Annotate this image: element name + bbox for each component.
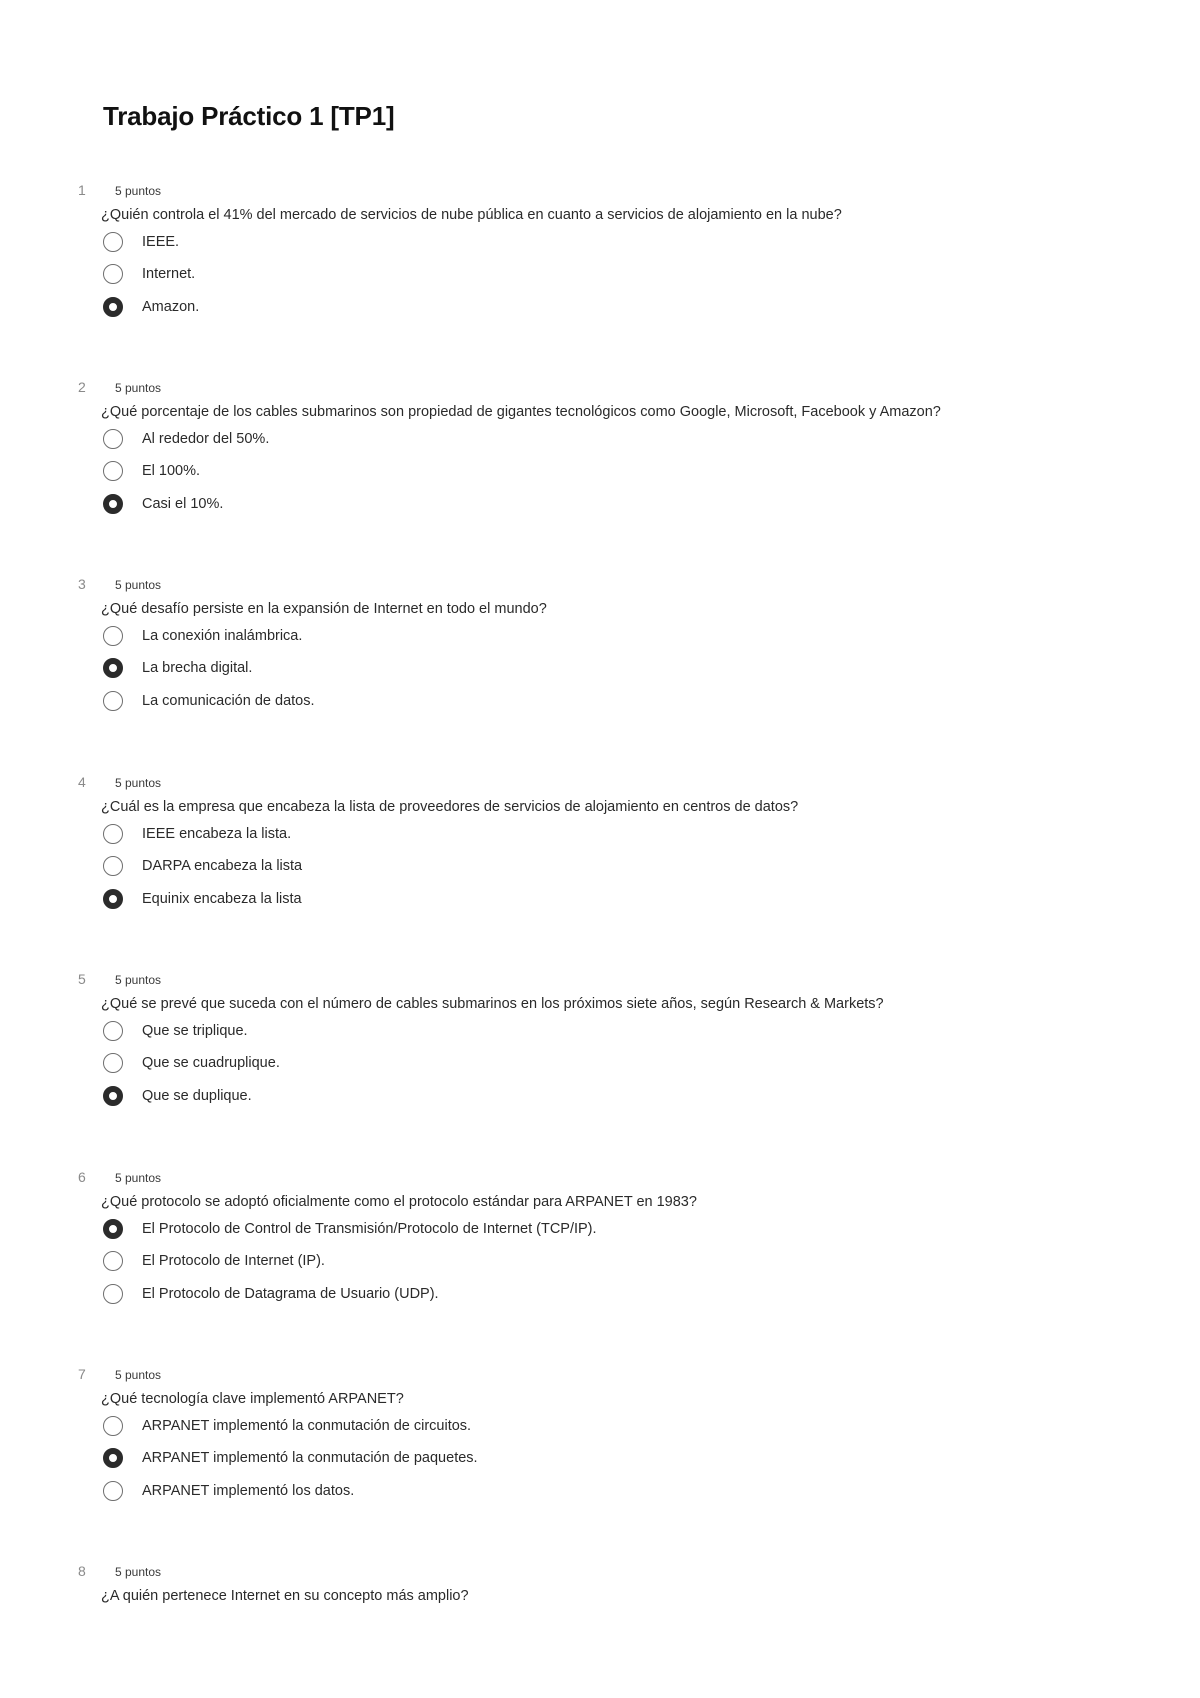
answer-option[interactable] [103,822,291,846]
answer-option[interactable] [103,1084,252,1108]
answer-option-label: ARPANET implementó la conmutación de paquetes. [142,1450,478,1466]
question-number: 5 [78,971,86,987]
question-text: ¿Qué se prevé que suceda con el número de cables submarinos en los próximos siete años, según Research & Markets? [101,996,884,1012]
question-points: 5 puntos [115,1368,162,1382]
question-text: ¿Cuál es la empresa que encabeza la lista de proveedores de servicios de alojamiento en centros de datos? [101,799,799,815]
radio-button-selected[interactable] [103,1219,123,1239]
answer-option-label: Equinix encabeza la lista [142,891,302,907]
radio-button[interactable] [103,232,123,252]
radio-button[interactable] [103,691,123,711]
radio-button-selected[interactable] [103,658,123,678]
answer-option-label: Amazon. [142,299,200,315]
page-title: Trabajo Práctico 1 [TP1] [103,101,395,131]
answer-option-label: DARPA encabeza la lista [142,858,303,874]
radio-button[interactable] [103,1481,123,1501]
answer-option[interactable] [103,1249,325,1273]
radio-button-selected[interactable] [103,1448,123,1468]
radio-button[interactable] [103,856,123,876]
question-number: 8 [78,1563,86,1579]
answer-option[interactable] [103,887,302,911]
question-number: 7 [78,1366,86,1382]
radio-button-selected[interactable] [103,494,123,514]
question-points: 5 puntos [115,973,162,987]
answer-option-label: Al rededor del 50%. [142,431,270,447]
answer-option-label: Que se triplique. [142,1023,248,1039]
answer-option[interactable] [103,854,302,878]
radio-button[interactable] [103,1416,123,1436]
answer-option[interactable] [103,427,269,451]
radio-button[interactable] [103,264,123,284]
answer-option[interactable] [103,1019,248,1043]
question-number: 1 [78,182,86,198]
answer-option-label: ARPANET implementó los datos. [142,1483,355,1499]
radio-button-selected[interactable] [103,1086,123,1106]
answer-option[interactable] [103,1217,597,1241]
radio-button[interactable] [103,429,123,449]
answer-option-label: IEEE. [142,234,180,250]
answer-option[interactable] [103,459,200,483]
radio-button[interactable] [103,1021,123,1041]
answer-option[interactable] [103,295,199,319]
answer-option[interactable] [103,492,223,516]
answer-option-label: Casi el 10%. [142,496,224,512]
radio-button-selected[interactable] [103,889,123,909]
question-number: 3 [78,576,86,592]
answer-option-label: El Protocolo de Control de Transmisión/Protocolo de Internet (TCP/IP). [142,1221,597,1237]
radio-button-selected[interactable] [103,297,123,317]
question-points: 5 puntos [115,184,162,198]
question-points: 5 puntos [115,381,162,395]
answer-option-label: Internet. [142,266,196,282]
answer-option-label: La brecha digital. [142,660,253,676]
question-text: ¿Qué tecnología clave implementó ARPANET? [101,1391,404,1407]
question-text: ¿Quién controla el 41% del mercado de servicios de nube pública en cuanto a servicios de alojamiento en la nube? [101,207,842,223]
answer-option[interactable] [103,689,315,713]
answer-option-label: Que se cuadruplique. [142,1055,280,1071]
question-points: 5 puntos [115,1171,162,1185]
question-number: 4 [78,774,86,790]
answer-option[interactable] [103,230,179,254]
answer-option-label: El Protocolo de Datagrama de Usuario (UDP). [142,1286,439,1302]
radio-button[interactable] [103,1251,123,1271]
radio-button[interactable] [103,461,123,481]
answer-option-label: Que se duplique. [142,1088,252,1104]
question-text: ¿A quién pertenece Internet en su concepto más amplio? [101,1588,469,1604]
question-number: 2 [78,379,86,395]
question-text: ¿Qué porcentaje de los cables submarinos son propiedad de gigantes tecnológicos como Google, Microsoft, Facebook y Amazon? [101,404,941,420]
answer-option-label: El 100%. [142,463,201,479]
radio-button[interactable] [103,626,123,646]
radio-button[interactable] [103,1053,123,1073]
answer-option[interactable] [103,624,302,648]
question-points: 5 puntos [115,578,162,592]
radio-button[interactable] [103,824,123,844]
answer-option-label: La comunicación de datos. [142,693,315,709]
answer-option[interactable] [103,262,195,286]
answer-option-label: IEEE encabeza la lista. [142,826,292,842]
answer-option[interactable] [103,1479,354,1503]
answer-option[interactable] [103,1282,439,1306]
answer-option-label: La conexión inalámbrica. [142,628,303,644]
question-points: 5 puntos [115,1565,162,1579]
answer-option-label: ARPANET implementó la conmutación de circuitos. [142,1418,472,1434]
question-text: ¿Qué protocolo se adoptó oficialmente como el protocolo estándar para ARPANET en 1983? [101,1194,697,1210]
answer-option[interactable] [103,1414,471,1438]
question-number: 6 [78,1169,86,1185]
answer-option[interactable] [103,1446,478,1470]
answer-option[interactable] [103,656,252,680]
answer-option[interactable] [103,1051,280,1075]
question-points: 5 puntos [115,776,162,790]
question-text: ¿Qué desafío persiste en la expansión de Internet en todo el mundo? [101,601,547,617]
radio-button[interactable] [103,1284,123,1304]
answer-option-label: El Protocolo de Internet (IP). [142,1253,325,1269]
